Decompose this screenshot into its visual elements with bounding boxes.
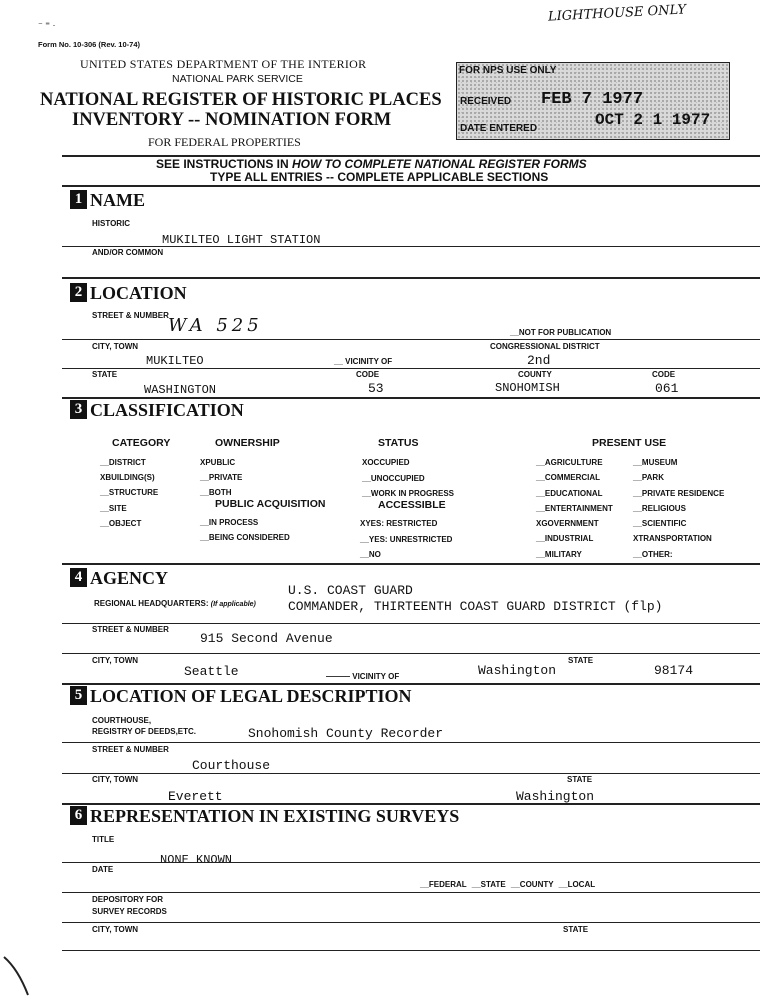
agency-state-value: Washington (478, 663, 557, 678)
present-use-item: __EDUCATIONAL (536, 488, 603, 498)
rule (62, 246, 760, 247)
common-label: AND/OR COMMON (92, 248, 164, 257)
ownership-list (200, 455, 320, 501)
ownership-item: __PRIVATE (200, 473, 243, 483)
depository-label-1: DEPOSITORY FOR (92, 895, 163, 904)
city-value: MUKILTEO (146, 354, 204, 368)
status-item: __WORK IN PROGRESS (362, 489, 455, 498)
accessible-item: __YES: UNRESTRICTED (360, 534, 453, 544)
present-use-item: __SCIENTIFIC (633, 519, 687, 529)
rule (62, 862, 760, 863)
dept-name: UNITED STATES DEPARTMENT OF THE INTERIOR (80, 57, 367, 71)
page-corner-curl (0, 955, 60, 1000)
rule (62, 368, 760, 369)
accessible-item: __NO (360, 550, 381, 559)
vicinity-label: __ VICINITY OF (334, 357, 393, 366)
present-use-list-1 (536, 455, 631, 562)
rule (62, 397, 760, 399)
regional-hq-value-2: COMMANDER, THIRTEENTH COAST GUARD DISTRICT (flp) (288, 599, 663, 614)
code2-label: CODE (652, 370, 676, 379)
rule (62, 339, 760, 340)
received-stamp: FEB 7 1977 (541, 90, 644, 109)
rule (62, 623, 760, 624)
present-use-item: __COMMERCIAL (536, 473, 601, 483)
acquisition-item: __IN PROCESS (200, 518, 259, 527)
acquisition-heading: PUBLIC ACQUISITION (215, 498, 326, 510)
code-label: CODE (356, 370, 380, 379)
congressional-value: 2nd (527, 353, 551, 368)
agency-zip: 98174 (654, 663, 694, 678)
section-1-heading: 1 NAME (70, 190, 145, 211)
category-item: __OBJECT (100, 518, 142, 528)
agency-vicinity-label: ——— VICINITY OF (326, 672, 400, 681)
present-use-item: __AGRICULTURE (536, 458, 603, 467)
regional-hq-label: REGIONAL HEADQUARTERS: (If applicable) (94, 599, 256, 608)
legal-state-label: STATE (567, 775, 593, 784)
present-use-item: __PRIVATE RESIDENCE (633, 488, 725, 498)
received-label: RECEIVED (460, 96, 512, 107)
county-value: SNOHOMISH (495, 381, 560, 395)
congressional-label: CONGRESSIONAL DISTRICT (490, 342, 600, 351)
ownership-item: XPUBLIC (200, 458, 236, 467)
category-item: XBUILDING(S) (100, 473, 155, 483)
instructions-line1: SEE INSTRUCTIONS IN HOW TO COMPLETE NATIONAL REGISTER FORMS (156, 157, 587, 171)
historic-label: HISTORIC (92, 219, 131, 228)
legal-city-label: CITY, TOWN (92, 775, 139, 784)
scan-mark: ⁻ ⁼ · (38, 20, 56, 30)
nps-use-box (456, 62, 730, 140)
rule (62, 653, 760, 654)
survey-date-label: DATE (92, 865, 114, 874)
code-value: 53 (368, 381, 384, 396)
acquisition-item: __BEING CONSIDERED (200, 533, 290, 543)
section-4-heading: 4 AGENCY (70, 568, 168, 589)
rule (62, 277, 760, 279)
agency-city-value: Seattle (184, 664, 239, 679)
not-for-publication: __NOT FOR PUBLICATION (510, 328, 612, 337)
rule (62, 563, 760, 565)
form-subtitle: FOR FEDERAL PROPERTIES (148, 135, 301, 149)
section-2-heading: 2 LOCATION (70, 283, 187, 304)
category-list (100, 455, 200, 531)
form-title-2: INVENTORY -- NOMINATION FORM (72, 110, 392, 130)
courthouse-value: Snohomish County Recorder (248, 726, 444, 741)
present-use-item: __OTHER: (633, 549, 673, 559)
present-use-item: XGOVERNMENT (536, 519, 599, 529)
service-name: NATIONAL PARK SERVICE (172, 73, 303, 85)
historic-value: MUKILTEO LIGHT STATION (162, 233, 321, 247)
rule (62, 773, 760, 774)
courthouse-label-1: COURTHOUSE, (92, 716, 152, 725)
state-value: WASHINGTON (144, 383, 217, 397)
present-use-item: __ENTERTAINMENT (536, 503, 613, 513)
ownership-item: __BOTH (200, 488, 232, 498)
form-number: Form No. 10-306 (Rev. 10-74) (38, 40, 140, 49)
section-5-heading: 5 LOCATION OF LEGAL DESCRIPTION (70, 686, 412, 707)
acquisition-list (200, 515, 340, 545)
regional-hq-value-1: U.S. COAST GUARD (288, 583, 413, 598)
form-title-1: NATIONAL REGISTER OF HISTORIC PLACES (40, 90, 442, 110)
section-3-heading: 3 CLASSIFICATION (70, 400, 244, 421)
present-use-item: __MUSEUM (633, 458, 678, 467)
street-value: WA 525 (168, 315, 263, 336)
agency-city-label: CITY, TOWN (92, 656, 139, 665)
present-use-item: __PARK (633, 473, 664, 483)
county-label: COUNTY (518, 370, 552, 379)
accessible-list (360, 516, 500, 563)
instructions-line2: TYPE ALL ENTRIES -- COMPLETE APPLICABLE SECTIONS (210, 170, 549, 184)
state-label: STATE (92, 370, 118, 379)
rule (62, 803, 760, 805)
rule (62, 742, 760, 743)
agency-street-label: STREET & NUMBER (92, 625, 169, 634)
agency-state-label: STATE (568, 656, 594, 665)
survey-state-label: STATE (563, 925, 589, 934)
category-item: __DISTRICT (100, 458, 146, 467)
status-item: XOCCUPIED (362, 458, 410, 467)
legal-street-label: STREET & NUMBER (92, 745, 169, 754)
rule (62, 922, 760, 923)
depository-label-2: SURVEY RECORDS (92, 907, 167, 916)
present-use-heading: PRESENT USE (592, 437, 667, 449)
present-use-item: __INDUSTRIAL (536, 534, 594, 544)
section-6-heading: 6 REPRESENTATION IN EXISTING SURVEYS (70, 806, 459, 827)
nps-heading: FOR NPS USE ONLY (459, 65, 557, 76)
present-use-item: XTRANSPORTATION (633, 534, 712, 544)
legal-street-value: Courthouse (192, 758, 271, 773)
legal-state-value: Washington (516, 789, 595, 804)
code2-value: 061 (655, 381, 679, 396)
survey-title-label: TITLE (92, 835, 115, 844)
rule (62, 950, 760, 951)
entered-stamp: OCT 2 1 1977 (595, 111, 711, 129)
present-use-list-2 (633, 455, 741, 562)
status-item: __UNOCCUPIED (362, 473, 425, 483)
rule (62, 892, 760, 893)
present-use-item: __MILITARY (536, 549, 582, 559)
handwritten-note: LIGHTHOUSE ONLY (547, 2, 687, 25)
rule (62, 185, 760, 187)
present-use-item: __RELIGIOUS (633, 503, 686, 513)
survey-city-label: CITY, TOWN (92, 925, 139, 934)
street-label: STREET & NUMBER (92, 311, 169, 320)
category-item: __STRUCTURE (100, 488, 159, 498)
survey-title-value: NONE KNOWN (160, 853, 233, 867)
category-item: __SITE (100, 503, 127, 513)
city-label: CITY, TOWN (92, 342, 139, 351)
courthouse-label-2: REGISTRY OF DEEDS,ETC. (92, 727, 197, 736)
survey-levels: __FEDERAL __STATE __COUNTY __LOCAL (420, 880, 596, 889)
accessible-item: XYES: RESTRICTED (360, 519, 438, 528)
category-heading: CATEGORY (112, 437, 171, 449)
accessible-heading: ACCESSIBLE (378, 499, 446, 511)
entered-label: DATE ENTERED (460, 123, 538, 134)
ownership-heading: OWNERSHIP (215, 437, 280, 449)
status-list (362, 455, 492, 502)
rule (62, 683, 760, 685)
legal-city-value: Everett (168, 789, 223, 804)
agency-street-value: 915 Second Avenue (200, 631, 333, 646)
status-heading: STATUS (378, 437, 419, 449)
